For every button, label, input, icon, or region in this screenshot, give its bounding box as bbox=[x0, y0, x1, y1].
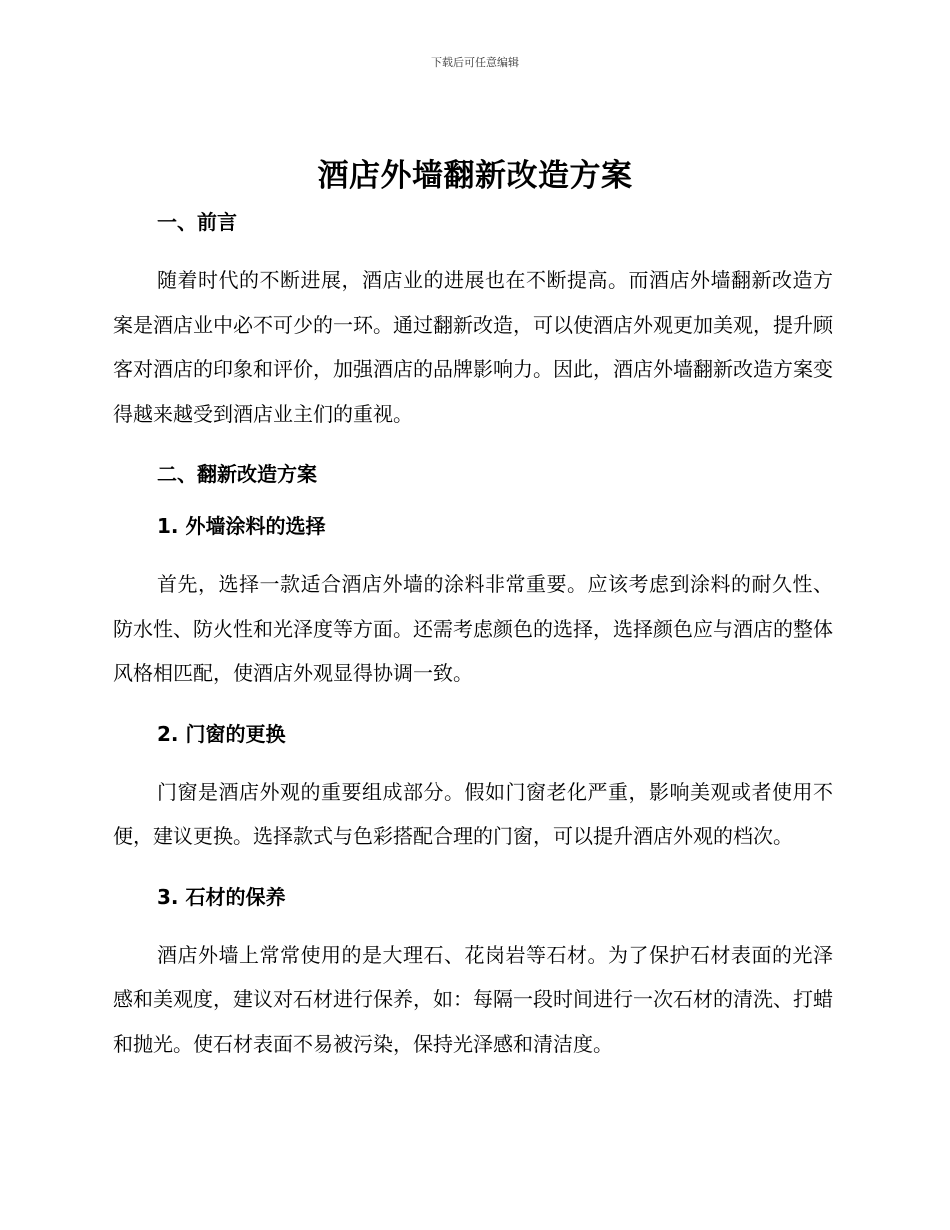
paragraph-coating: 首先，选择一款适合酒店外墙的涂料非常重要。应该考虑到涂料的耐久性、防水性、防火性和光泽度等方面。还需考虑颜色的选择，选择颜色应与酒店的整体风格相匹配，使酒店外观显得协调一致。 bbox=[113, 572, 833, 685]
document-body bbox=[113, 206, 833, 1066]
paragraph-stone: 酒店外墙上常常使用的是大理石、花岗岩等石材。为了保护石材表面的光泽感和美观度，建议对石材进行保养，如：每隔一段时间进行一次石材的清洗、打蜡和抛光。使石材表面不易被污染，保持光泽感和清洁度。 bbox=[113, 942, 833, 1056]
subheading-windows: 2. 门窗的更换 bbox=[157, 721, 286, 746]
subheading-coating: 1. 外墙涂料的选择 bbox=[157, 514, 326, 538]
section-heading-plan: 二、翻新改造方案 bbox=[157, 462, 317, 486]
subheading-stone: 3. 石材的保养 bbox=[157, 884, 286, 909]
header-note: 下载后可任意编辑 bbox=[431, 56, 519, 69]
paragraph-preface: 随着时代的不断进展，酒店业的进展也在不断提高。而酒店外墙翻新改造方案是酒店业中必不可少的一环。通过翻新改造，可以使酒店外观更加美观，提升顾客对酒店的印象和评价，加强酒店的品牌影响力。因此，酒店外墙翻新改造方案变得越来越受到酒店业主们的重视。 bbox=[113, 268, 833, 426]
section-heading-preface: 一、前言 bbox=[157, 210, 237, 234]
paragraph-windows: 门窗是酒店外观的重要组成部分。假如门窗老化严重，影响美观或者使用不便，建议更换。选择款式与色彩搭配合理的门窗，可以提升酒店外观的档次。 bbox=[113, 779, 833, 848]
document-title: 酒店外墙翻新改造方案 bbox=[317, 158, 633, 194]
